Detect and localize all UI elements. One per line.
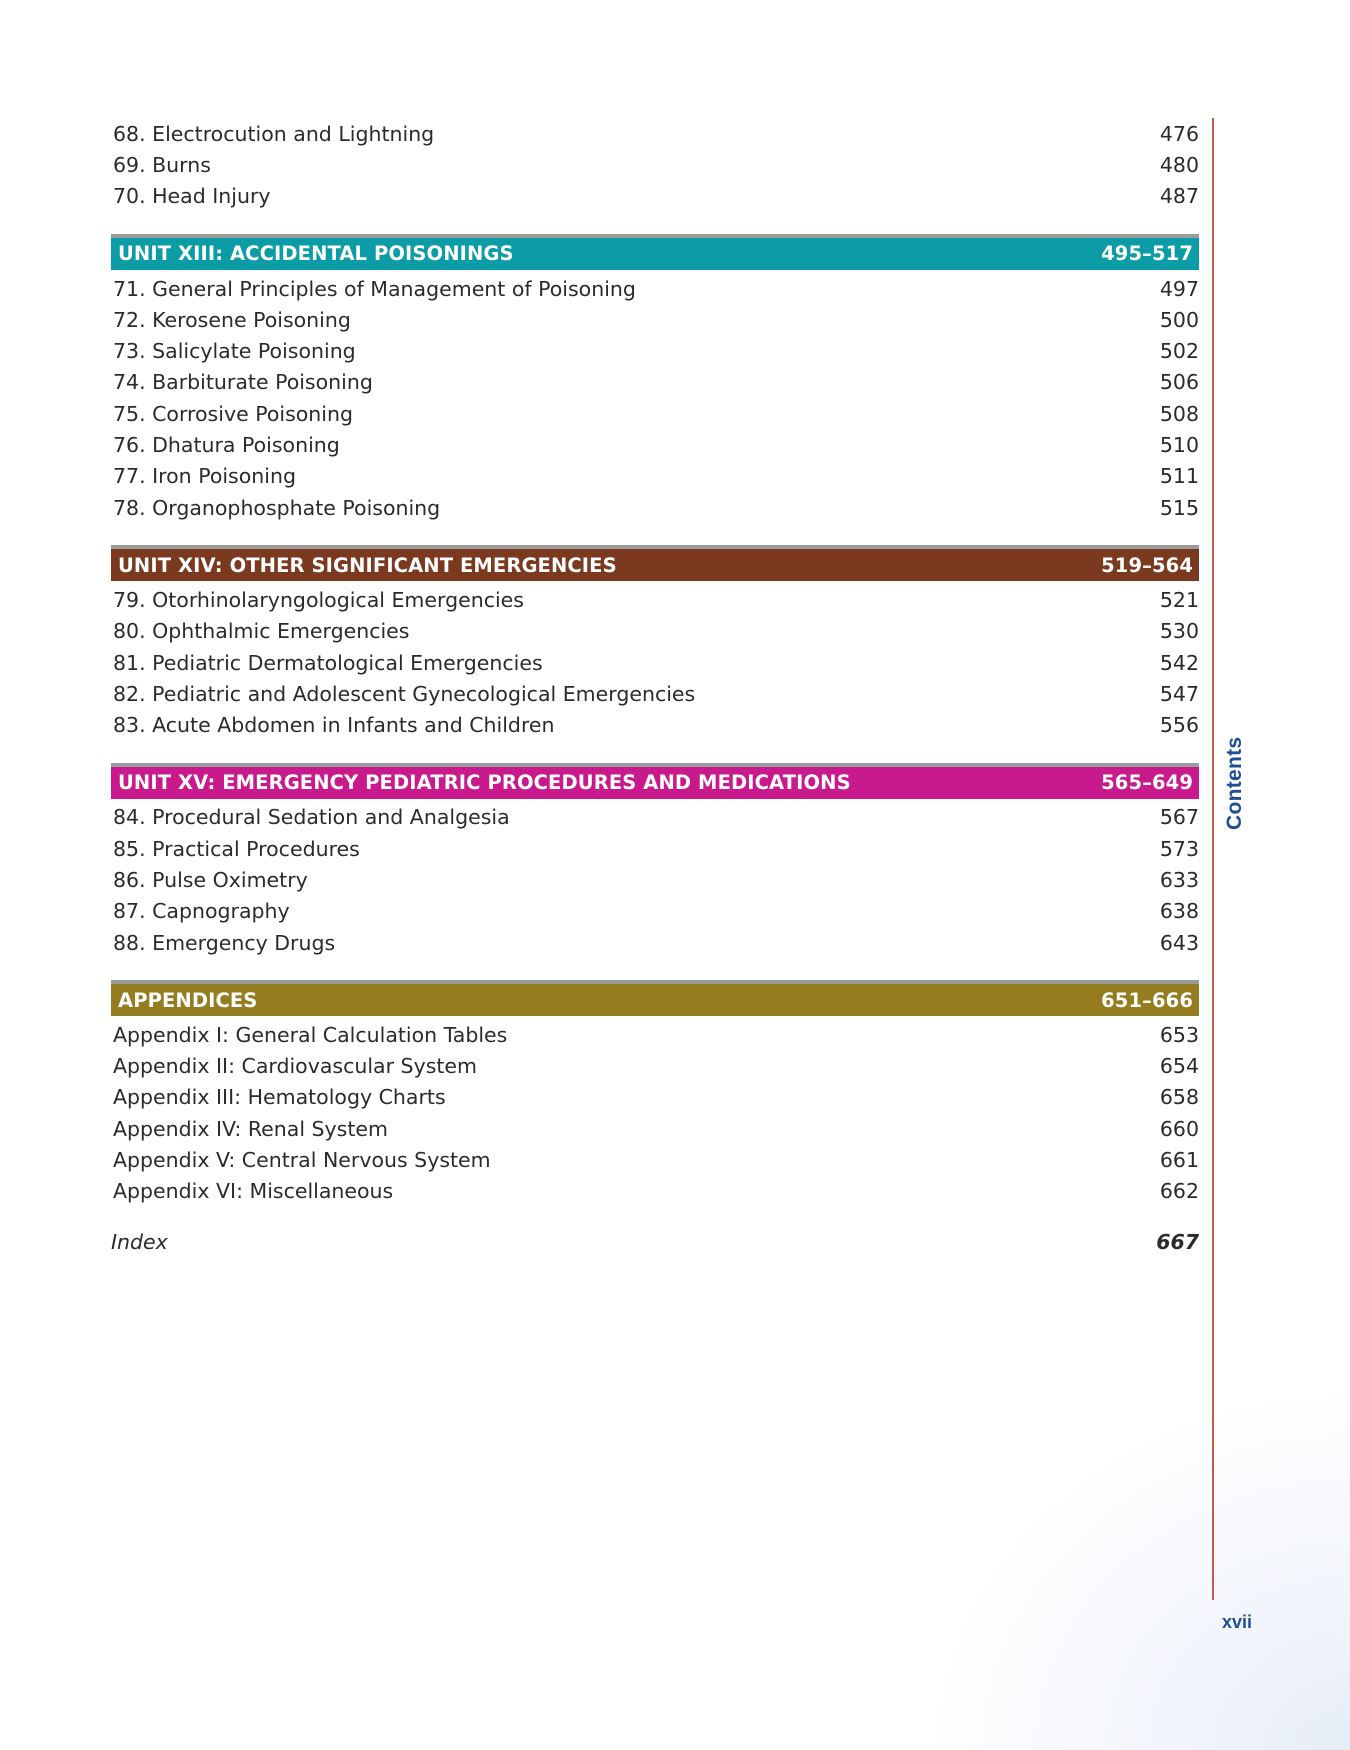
toc-entry[interactable] bbox=[111, 1113, 1199, 1144]
entry-page: 653 bbox=[1159, 1022, 1199, 1047]
entry-title: 86. Pulse Oximetry bbox=[113, 867, 308, 892]
unit-pages: 565–649 bbox=[1101, 771, 1193, 795]
entry-page: 638 bbox=[1159, 899, 1199, 924]
unit-pages: 519–564 bbox=[1101, 553, 1193, 577]
entry-page: 500 bbox=[1159, 307, 1199, 332]
unit-header[interactable] bbox=[111, 980, 1199, 1016]
entry-title: 68. Electrocution and Lightning bbox=[113, 121, 435, 146]
unit-title: UNIT XV: EMERGENCY PEDIATRIC PROCEDURES AND MEDICATIONS bbox=[118, 771, 851, 795]
toc-entry[interactable] bbox=[111, 1019, 1199, 1050]
toc-entry[interactable] bbox=[111, 1082, 1199, 1113]
entry-title: Appendix V: Central Nervous System bbox=[113, 1148, 491, 1173]
entry-title: 87. Capnography bbox=[113, 899, 290, 924]
entry-page: 654 bbox=[1159, 1054, 1199, 1079]
entry-page: 521 bbox=[1159, 587, 1199, 612]
toc-entry[interactable] bbox=[111, 678, 1199, 709]
unit-header[interactable] bbox=[111, 763, 1199, 799]
entry-page: 515 bbox=[1159, 495, 1199, 520]
entry-page: 567 bbox=[1159, 805, 1199, 830]
toc-entry[interactable] bbox=[111, 461, 1199, 492]
toc-entry[interactable] bbox=[111, 896, 1199, 927]
toc-entry[interactable] bbox=[111, 118, 1199, 149]
unit-pages: 495–517 bbox=[1101, 242, 1193, 266]
toc-entry[interactable] bbox=[111, 335, 1199, 366]
entry-title: 73. Salicylate Poisoning bbox=[113, 339, 356, 364]
unit-header[interactable] bbox=[111, 545, 1199, 581]
entry-title: 85. Practical Procedures bbox=[113, 836, 360, 861]
entry-title: Appendix VI: Miscellaneous bbox=[113, 1179, 394, 1204]
unit-header[interactable] bbox=[111, 234, 1199, 270]
entry-page: 667 bbox=[1156, 1229, 1199, 1254]
entry-page: 530 bbox=[1159, 619, 1199, 644]
toc-entry[interactable] bbox=[111, 1176, 1199, 1207]
toc-entry[interactable] bbox=[111, 584, 1199, 615]
entry-title: 76. Dhatura Poisoning bbox=[113, 433, 340, 458]
index-entry[interactable] bbox=[111, 1226, 1199, 1257]
entry-title: 74. Barbiturate Poisoning bbox=[113, 370, 373, 395]
entry-title: 69. Burns bbox=[113, 152, 211, 177]
unit-title: APPENDICES bbox=[118, 988, 258, 1012]
toc-entry[interactable] bbox=[111, 616, 1199, 647]
toc-entry[interactable] bbox=[111, 273, 1199, 304]
toc-entry[interactable] bbox=[111, 492, 1199, 523]
entry-title: 70. Head Injury bbox=[113, 184, 271, 209]
toc-entry[interactable] bbox=[111, 304, 1199, 335]
entry-page: 511 bbox=[1159, 464, 1199, 489]
toc-entry[interactable] bbox=[111, 181, 1199, 212]
entry-page: 542 bbox=[1159, 650, 1199, 675]
entry-title: 82. Pediatric and Adolescent Gynecological Emergencies bbox=[113, 681, 696, 706]
unit-pages: 651–666 bbox=[1101, 988, 1193, 1012]
toc-entry[interactable] bbox=[111, 1144, 1199, 1175]
entry-title: Appendix I: General Calculation Tables bbox=[113, 1022, 508, 1047]
entry-title: Index bbox=[111, 1229, 168, 1254]
toc-entry[interactable] bbox=[111, 864, 1199, 895]
entry-title: 77. Iron Poisoning bbox=[113, 464, 296, 489]
toc-entry[interactable] bbox=[111, 927, 1199, 958]
toc-entry[interactable] bbox=[111, 647, 1199, 678]
entry-page: 502 bbox=[1159, 339, 1199, 364]
toc-entry[interactable] bbox=[111, 429, 1199, 460]
entry-title: 71. General Principles of Management of Poisoning bbox=[113, 276, 636, 301]
toc-entry[interactable] bbox=[111, 802, 1199, 833]
entry-title: 75. Corrosive Poisoning bbox=[113, 401, 353, 426]
unit-title: UNIT XIV: OTHER SIGNIFICANT EMERGENCIES bbox=[118, 553, 617, 577]
entry-title: 79. Otorhinolaryngological Emergencies bbox=[113, 587, 524, 612]
toc-entry[interactable] bbox=[111, 149, 1199, 180]
entry-page: 633 bbox=[1159, 867, 1199, 892]
toc-entry[interactable] bbox=[111, 1051, 1199, 1082]
page-number: xvii bbox=[1222, 1612, 1253, 1632]
margin-rule bbox=[1212, 118, 1214, 1600]
entry-page: 556 bbox=[1159, 713, 1199, 738]
contents-side-label: Contents bbox=[1223, 736, 1246, 830]
toc-entry[interactable] bbox=[111, 709, 1199, 740]
entry-page: 487 bbox=[1159, 184, 1199, 209]
entry-page: 662 bbox=[1159, 1179, 1199, 1204]
entry-title: 84. Procedural Sedation and Analgesia bbox=[113, 805, 510, 830]
table-of-contents bbox=[111, 118, 1199, 1257]
entry-page: 506 bbox=[1159, 370, 1199, 395]
entry-page: 660 bbox=[1159, 1116, 1199, 1141]
entry-page: 547 bbox=[1159, 681, 1199, 706]
entry-title: 80. Ophthalmic Emergencies bbox=[113, 619, 410, 644]
toc-entry[interactable] bbox=[111, 833, 1199, 864]
entry-page: 658 bbox=[1159, 1085, 1199, 1110]
entry-page: 508 bbox=[1159, 401, 1199, 426]
entry-page: 510 bbox=[1159, 433, 1199, 458]
entry-page: 643 bbox=[1159, 930, 1199, 955]
entry-title: Appendix II: Cardiovascular System bbox=[113, 1054, 478, 1079]
entry-page: 476 bbox=[1159, 121, 1199, 146]
toc-entry[interactable] bbox=[111, 367, 1199, 398]
entry-title: 81. Pediatric Dermatological Emergencies bbox=[113, 650, 543, 675]
entry-title: 78. Organophosphate Poisoning bbox=[113, 495, 441, 520]
entry-title: Appendix III: Hematology Charts bbox=[113, 1085, 446, 1110]
entry-title: 72. Kerosene Poisoning bbox=[113, 307, 351, 332]
toc-entry[interactable] bbox=[111, 398, 1199, 429]
entry-page: 661 bbox=[1159, 1148, 1199, 1173]
entry-title: 88. Emergency Drugs bbox=[113, 930, 336, 955]
entry-page: 497 bbox=[1159, 276, 1199, 301]
entry-title: 83. Acute Abdomen in Infants and Children bbox=[113, 713, 555, 738]
entry-page: 480 bbox=[1159, 152, 1199, 177]
entry-title: Appendix IV: Renal System bbox=[113, 1116, 388, 1141]
unit-title: UNIT XIII: ACCIDENTAL POISONINGS bbox=[118, 242, 514, 266]
entry-page: 573 bbox=[1159, 836, 1199, 861]
